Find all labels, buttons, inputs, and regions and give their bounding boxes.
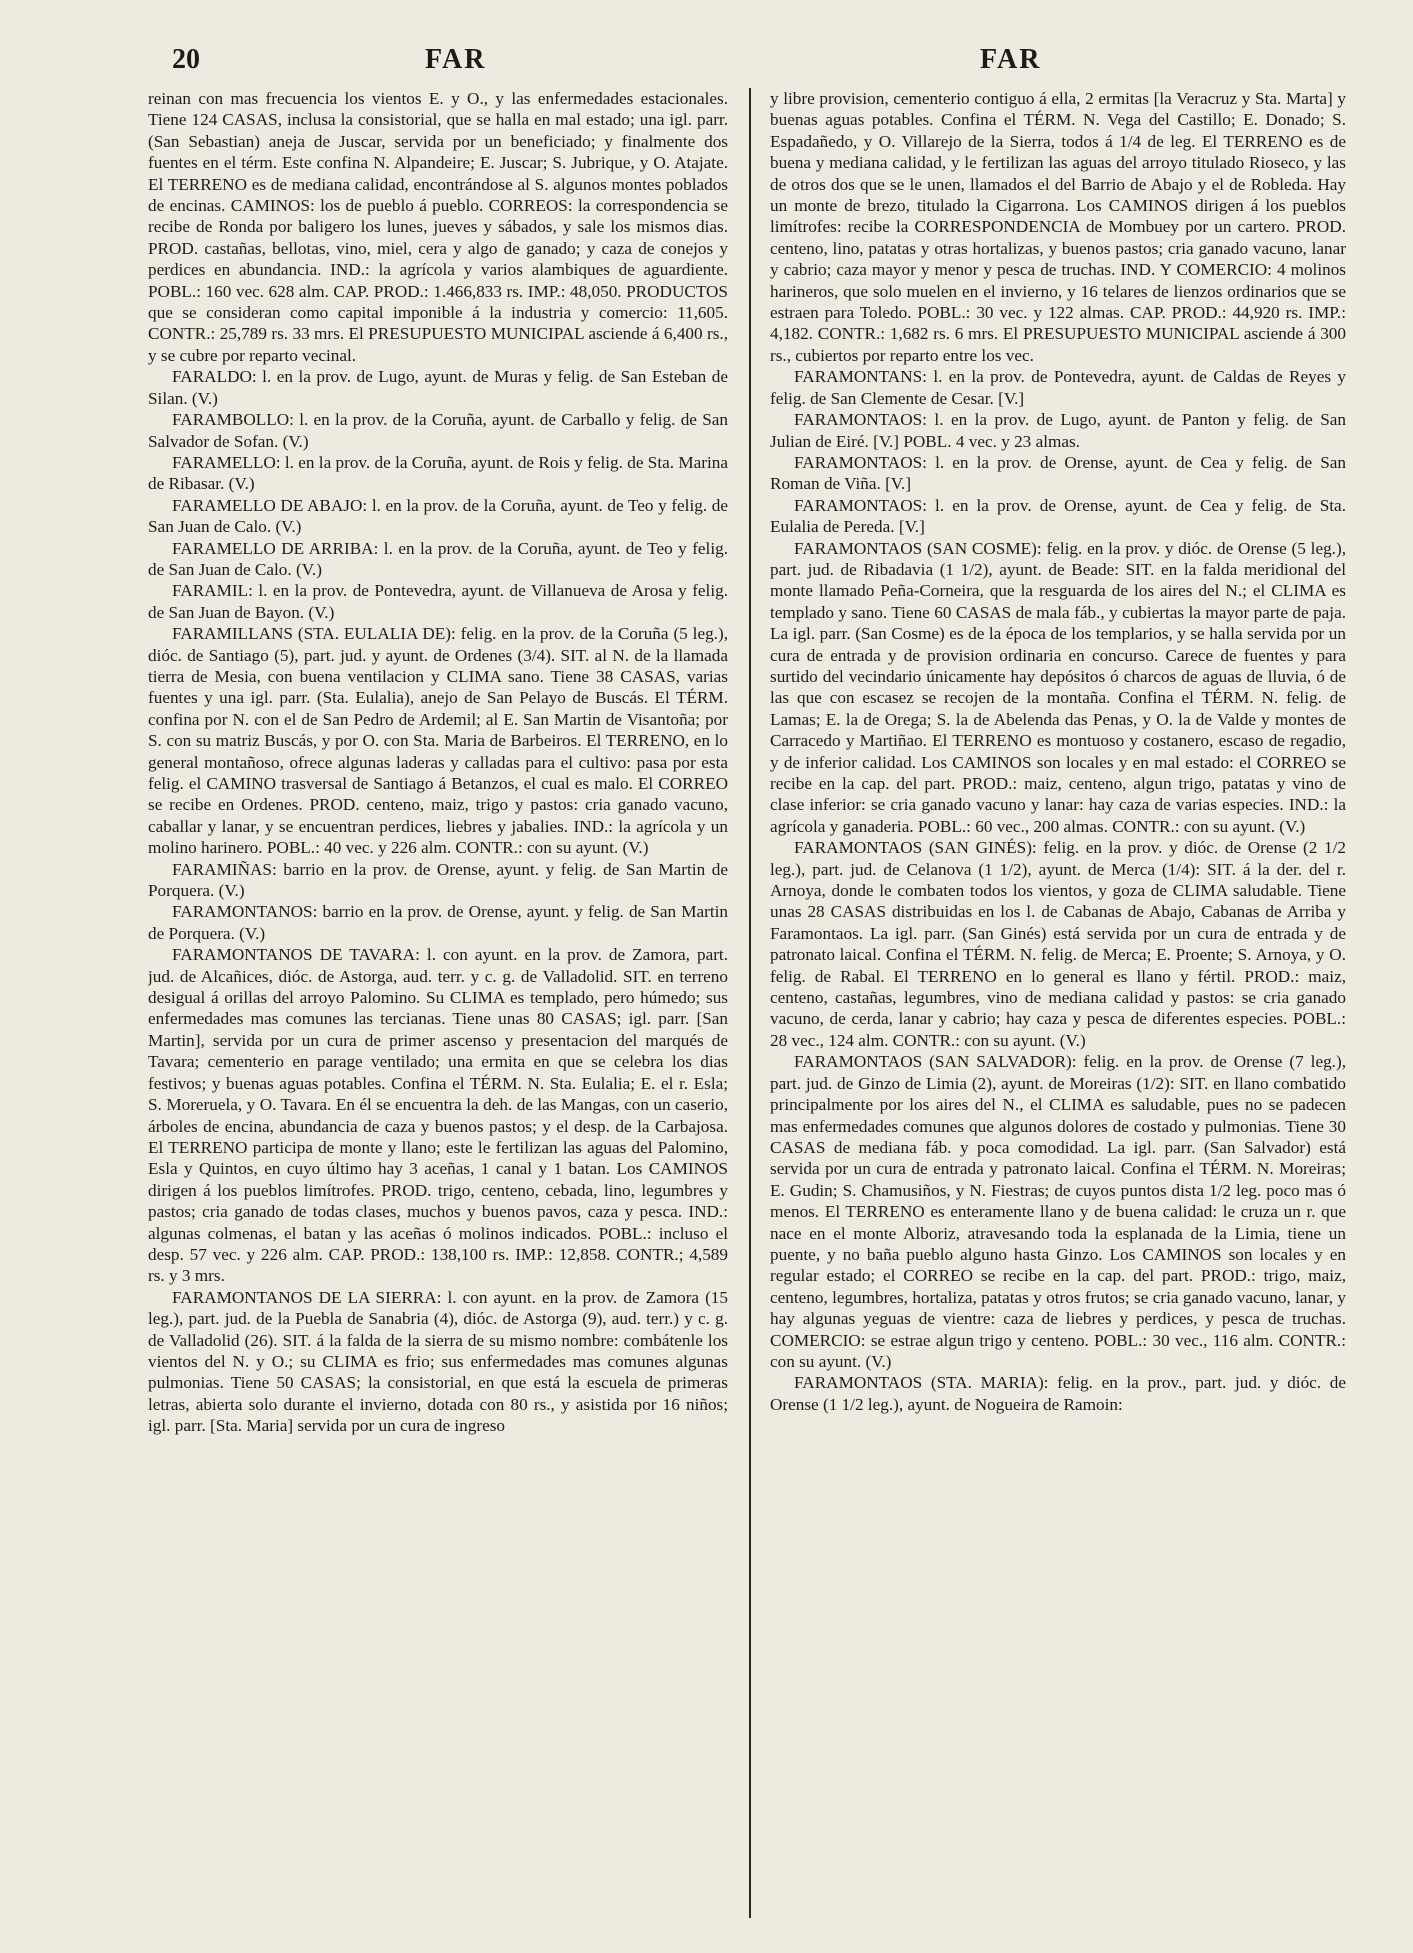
entry-paragraph: FARAMONTAOS (SAN SALVADOR): felig. en la prov. de Orense (7 leg.), part. jud. de Ginzo de Limia (2), ayunt. de Moreiras (1/2): SIT. en llano combatido principalmente por los aires del N., el CLIMA es saludable, pues no se padecen mas enfermedades comunes que algunos dolores de costado y pulmonias. Tiene 30 CASAS de mediana fáb. y poca comodidad. La igl. parr. (San Salvador) está servida por un cura de entrada y patronato laical. Confina el TÉRM. N. Moreiras; E. Gudin; S. Chamusiños, y N. Fiestras; de cuyos puntos dista 1/2 leg. poco mas ó menos. El TERRENO es enteramente llano y de buena calidad: le cruza un r. que nace en el monte Alboriz, atravesando toda la esplanada de la Limia, tiene un puente, y no baña pueblo alguno hasta Ginzo. Los CAMINOS son locales y en regular estado; el CORREO se recibe en la cap. del part. PROD.: trigo, maiz, centeno, legumbres, hortaliza, patatas y otros frutos; se cria ganado vacuno, lanar, y hay algunas yeguas de vientre: caza de liebres y perdices, y pesca de truchas. COMERCIO: se estrae algun trigo y centeno. POBL.: 30 vec., 116 alm. CONTR.: con su ayunt. (V.) (770, 1052, 1346, 1371)
entry-paragraph: FARALDO: l. en la prov. de Lugo, ayunt. de Muras y felig. de San Esteban de Silan. (V.) (148, 367, 728, 408)
page-number: 20 (172, 44, 200, 75)
entry-paragraph: FARAMONTAOS (SAN GINÉS): felig. en la prov. y dióc. de Orense (2 1/2 leg.), part. jud. de Celanova (1 1/2), ayunt. de Merca (1/4): SIT. á la der. del r. Arnoya, donde le combaten todos los vientos, y goza de CLIMA saludable. Tiene unas 28 CASAS distribuidas en los l. de Cabanas de Abajo, Cabanas de Arriba y Faramontaos. La igl. parr. (San Ginés) está servida por un cura de entrada y de patronato laical. Confina el TÉRM. N. felig. de Merca; E. Proente; S. Arnoya, y O. felig. de Rabal. El TERRENO en lo general es llano y fértil. PROD.: maiz, centeno, castañas, legumbres, vino de mediana calidad y pastos: se cria ganado vacuno, de cerda, lanar y cabrio; hay caza y pesca de diferentes especies. POBL.: 28 vec., 124 alm. CONTR.: con su ayunt. (V.) (770, 838, 1346, 1050)
entry-paragraph: FARAMELLO: l. en la prov. de la Coruña, ayunt. de Rois y felig. de Sta. Marina de Ribasar. (V.) (148, 452, 728, 494)
running-head-right: FAR (980, 44, 1042, 75)
entry-paragraph: FARAMONTAOS: l. en la prov. de Orense, ayunt. de Cea y felig. de Sta. Eulalia de Pereda. [V.] (770, 495, 1346, 537)
entry-paragraph: FARAMONTANOS DE TAVARA: l. con ayunt. en la prov. de Zamora, part. jud. de Alcañices, dióc. de Astorga, aud. terr. y c. g. de Valladolid. SIT. en terreno desigual á orillas del arroyo Palomino. Su CLIMA es templado, pero húmedo; sus enfermedades mas comunes las tercianas. Tiene unas 80 CASAS; igl. parr. [San Martin], servida por un cura de primer ascenso y presentacion del marqués de Tavara; cementerio en parage ventilado; una ermita en que se celebra los dias festivos; y buenas aguas potables. Confina el TÉRM. N. Sta. Eulalia; E. el r. Esla; S. Moreruela, y O. Tavara. En él se encuentra la deh. de las Mangas, con un caserio, árboles de encina, abundancia de caza y buenos pastos; y el desp. de la Carbajosa. El TERRENO participa de monte y llano; este le fertilizan las aguas del Palomino, Esla y Quintos, en cuyo último hay 3 aceñas, 1 canal y 1 batan. Los CAMINOS dirigen á los pueblos limítrofes. PROD. trigo, centeno, cebada, lino, legumbres y pastos; cria ganado de todas clases, muchos y buenos pavos, caza y pesca. IND.: algunas colmenas, el batan y las aceñas ó molinos indicados. POBL.: incluso el desp. 57 vec. y 226 alm. CAP. PROD.: 138,100 rs. IMP.: 12,858. CONTR.; 4,589 rs. y 3 mrs. (148, 945, 728, 1286)
entry-paragraph: FARAMIL: l. en la prov. de Pontevedra, ayunt. de Villanueva de Arosa y felig. de San Juan de Bayon. (V.) (148, 581, 728, 622)
entry-paragraph: FARAMONTANOS DE LA SIERRA: l. con ayunt. en la prov. de Zamora (15 leg.), part. jud. de la Puebla de Sanabria (4), dióc. de Astorga (9), aud. terr.) y c. g. de Valladolid (26). SIT. á la falda de la sierra de su mismo nombre: combátenle los vientos del N. y O.; su CLIMA es frio; sus enfermedades mas comunes algunas pulmonias. Tiene 50 CASAS; la consistorial, en que está la escuela de primeras letras, abierta solo durante el invierno, dotada con 80 rs., y asistida por 16 niños; igl. parr. [Sta. Maria] servida por un cura de ingreso (148, 1287, 728, 1436)
column-divider (749, 88, 751, 1918)
entry-paragraph: FARAMONTAOS (SAN COSME): felig. en la prov. y dióc. de Orense (5 leg.), part. jud. de Ribadavia (1 1/2), ayunt. de Beade: SIT. en la falda meridional del monte llamado Peña-Corneira, que la resguarda de los aires del N.; el CLIMA es templado y sano. Tiene 60 CASAS de mala fáb., y cubiertas la mayor parte de paja. La igl. parr. (San Cosme) es de la época de los templarios, y se halla servida por un cura de entrada y de provision ordinaria en concurso. Carece de fuentes y para surtido del vecindario únicamente hay depósitos ó charcos de aguas de lluvia, ó de las que con escasez se recojen de la montaña. Confina el TÉRM. N. felig. de Lamas; E. la de Orega; S. la de Abelenda das Penas, y O. la de Valde y montes de Carracedo y Martiñao. El TERRENO es montuoso y costanero, escaso de regadio, y de inferior calidad. Los CAMINOS son locales y en mal estado: el CORREO se recibe en la cap. del part. PROD.: maiz, centeno, algun trigo, patatas y vino de clase inferior: se cria ganado vacuno y lanar: hay caza de varias especies. IND.: la agrícola y ganaderia. POBL.: 60 vec., 200 almas. CONTR.: con su ayunt. (V.) (770, 538, 1346, 836)
page-header (140, 44, 1343, 88)
entry-paragraph: y libre provision, cementerio contiguo á ella, 2 ermitas [la Veracruz y Sta. Marta] y buenas aguas potables. Confina el TÉRM. N. Vega del Castillo; E. Donado; S. Espadañedo, y O. Villarejo de la Sierra, todos á 1/4 de leg. El TERRENO es de buena y mediana calidad, y le fertilizan las aguas del arroyo titulado Rioseco, y las de otros dos que se le unen, llamados el del Barrio de Abajo y el de Robleda. Hay un monte de brezo, titulado la Cigarrona. Los CAMINOS dirigen á los pueblos limítrofes: recibe la CORRESPONDENCIA de Mombuey por un cartero. PROD. centeno, lino, patatas y otras hortalizas, y buenos pastos; cria ganado vacuno, lanar y cabrio; caza mayor y menor y pesca de truchas. IND. Y COMERCIO: 4 molinos harineros, que solo muelen en el invierno, y 16 telares de lienzos ordinarios que se estraen para Toledo. POBL.: 30 vec. y 122 almas. CAP. PROD.: 44,920 rs. IMP.: 4,182. CONTR.: 1,682 rs. 6 mrs. El PRESUPUESTO MUNICIPAL asciende á 300 rs., cubiertos por reparto entre los vec. (770, 89, 1346, 365)
entry-paragraph: FARAMILLANS (STA. EULALIA DE): felig. en la prov. de la Coruña (5 leg.), dióc. de Santiago (5), part. jud. y ayunt. de Ordenes (3/4). SIT. al N. de la llamada tierra de Mesia, con buena ventilacion y CLIMA sano. Tiene 38 CASAS, varias fuentes y una igl. parr. (Sta. Eulalia), anejo de San Pelayo de Buscás. El TÉRM. confina por N. con el de San Pedro de Ardemil; al E. San Martin de Visantoña; por S. con su matriz Buscás, y por O. con Sta. Maria de Barbeiros. El TERRENO, en lo general montañoso, ofrece algunas laderas y calladas para el cultivo: pasa por esta felig. el CAMINO trasversal de Santiago á Betanzos, el cual es malo. El CORREO se recibe en Ordenes. PROD. centeno, maiz, trigo y pastos: cria ganado vacuno, caballar y lanar, y se encuentran perdices, liebres y jabalies. IND.: la agrícola y un molino harinero. POBL.: 40 vec. y 226 alm. CONTR.: con su ayunt. (V.) (148, 624, 728, 858)
running-head-left: FAR (425, 44, 487, 75)
entry-paragraph: FARAMBOLLO: l. en la prov. de la Coruña, ayunt. de Carballo y felig. de San Salvador de Sofan. (V.) (148, 410, 728, 451)
entry-paragraph: FARAMONTAOS (STA. MARIA): felig. en la prov., part. jud. y dióc. de Orense (1 1/2 leg.), ayunt. de Nogueira de Ramoin: (770, 1373, 1346, 1414)
entry-paragraph: FARAMONTAOS: l. en la prov. de Lugo, ayunt. de Panton y felig. de San Julian de Eiré. [V.] POBL. 4 vec. y 23 almas. (770, 410, 1346, 451)
entry-paragraph: FARAMONTAOS: l. en la prov. de Orense, ayunt. de Cea y felig. de San Roman de Viña. [V.] (770, 452, 1346, 494)
entry-paragraph: FARAMIÑAS: barrio en la prov. de Orense, ayunt. y felig. de San Martin de Porquera. (V.) (148, 859, 728, 901)
entry-paragraph: FARAMELLO DE ARRIBA: l. en la prov. de la Coruña, ayunt. de Teo y felig. de San Juan de Calo. (V.) (148, 538, 728, 579)
entry-paragraph: reinan con mas frecuencia los vientos E. y O., y las enfermedades estacionales. Tiene 124 CASAS, inclusa la consistorial, que se halla en mal estado; una igl. parr. (San Sebastian) aneja de Juscar, servida por un beneficiado; y finalmente dos fuentes en el térm. Este confina N. Alpandeire; E. Juscar; S. Jubrique, y O. Atajate. El TERRENO es de mediana calidad, encontrándose al S. algunos montes poblados de encinas. CAMINOS: los de pueblo á pueblo. CORREOS: la correspondencia se recibe de Ronda por baligero los lunes, jueves y sábados, y sale los mismos dias. PROD. castañas, bellotas, vino, miel, cera y algo de ganado; y caza de conejos y perdices en abundancia. IND.: la agrícola y varios alambiques de aguardiente. POBL.: 160 vec. 628 alm. CAP. PROD.: 1.466,833 rs. IMP.: 48,050. PRODUCTOS que se consideran como capital imponible á la industria y comercio: 11,605. CONTR.: 25,789 rs. 33 mrs. El PRESUPUESTO MUNICIPAL asciende á 6,400 rs., y se cubre por reparto vecinal. (148, 89, 728, 365)
left-column (148, 88, 728, 1918)
entry-paragraph: FARAMONTANOS: barrio en la prov. de Orense, ayunt. y felig. de San Martin de Porquera. (V.) (148, 902, 728, 943)
right-column (770, 88, 1346, 1918)
entry-paragraph: FARAMONTANS: l. en la prov. de Pontevedra, ayunt. de Caldas de Reyes y felig. de San Clemente de Cesar. [V.] (770, 367, 1346, 408)
entry-paragraph: FARAMELLO DE ABAJO: l. en la prov. de la Coruña, ayunt. de Teo y felig. de San Juan de Calo. (V.) (148, 495, 728, 537)
